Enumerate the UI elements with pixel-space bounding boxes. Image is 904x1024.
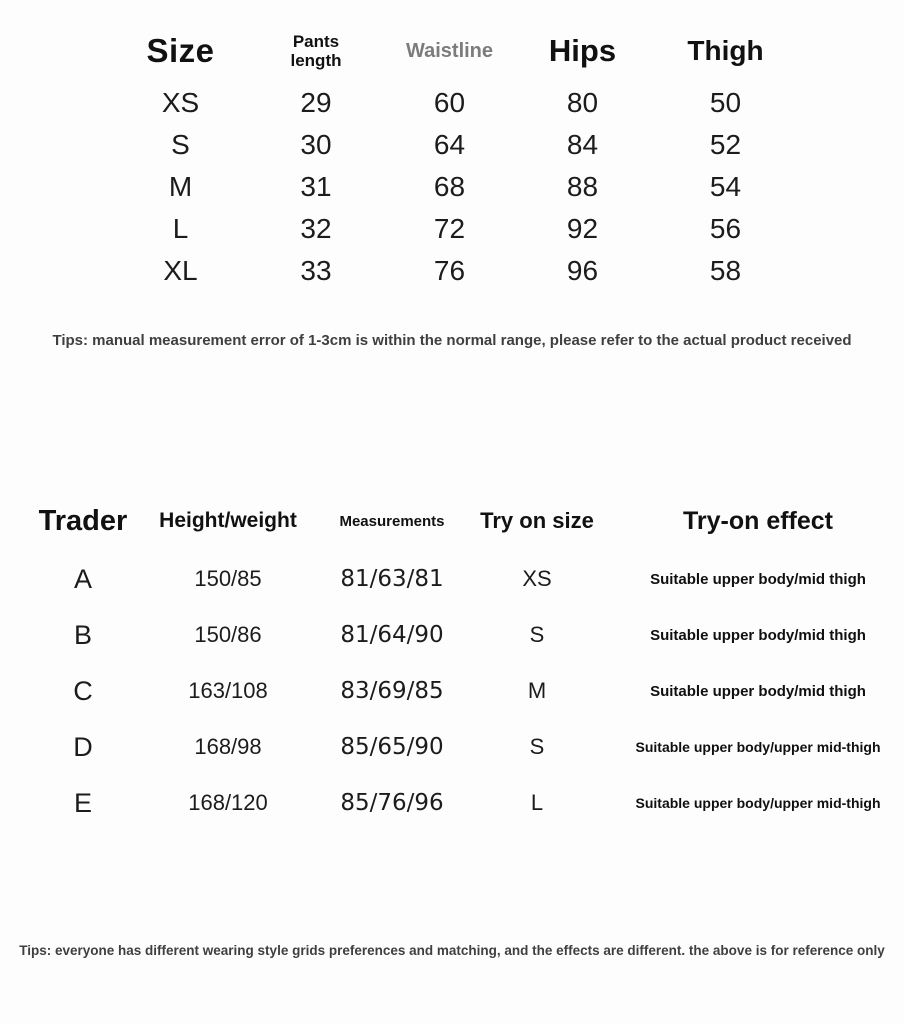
tryon-table-row [28, 775, 904, 831]
measurements-cell: 81/64/90 [340, 622, 444, 648]
trader-cell: E [73, 787, 92, 818]
hips-cell: 88 [566, 171, 599, 202]
thigh-cell: 58 [709, 255, 742, 286]
tryon-header-trader: Trader [38, 504, 128, 537]
measurement-tip: Tips: manual measurement error of 1-3cm is within the normal range, please refer to the actual product received [52, 332, 852, 349]
measurements-cell: 85/65/90 [340, 734, 444, 760]
size-cell: XS [161, 87, 200, 118]
try-on-size-cell: L [530, 790, 544, 815]
size-table-row [112, 208, 904, 250]
waistline-cell: 68 [433, 171, 466, 202]
try-on-size-cell: S [529, 622, 545, 647]
pants-length-label: Pants length [290, 31, 342, 70]
size-table-header-thigh: Thigh [687, 35, 764, 66]
thigh-cell: 50 [709, 87, 742, 118]
try-on-size-cell: XS [522, 566, 552, 591]
height-weight-cell: 163/108 [188, 678, 268, 703]
trader-cell: D [73, 731, 93, 762]
tryon-table [0, 491, 904, 831]
tryon-header-effect: Try-on effect [682, 506, 834, 535]
tryon-table-row [28, 607, 904, 663]
tryon-table-row [28, 551, 904, 607]
size-cell: XL [163, 255, 198, 286]
waistline-cell: 64 [433, 129, 466, 160]
size-table-header-size: Size [146, 32, 215, 69]
size-cell: M [168, 171, 193, 202]
tryon-header-height-weight: Height/weight [159, 509, 297, 532]
pants-cell: 29 [300, 87, 332, 118]
tryon-table-header-row [28, 491, 904, 551]
size-table [0, 20, 904, 292]
tryon-header-try-on-size: Try on size [480, 508, 594, 533]
size-cell: S [171, 129, 190, 160]
height-weight-cell: 168/120 [188, 790, 268, 815]
pants-cell: 32 [300, 213, 332, 244]
effect-cell: Suitable upper body/mid thigh [650, 682, 866, 700]
effect-cell: Suitable upper body/upper mid-thigh [635, 739, 881, 755]
measurements-cell: 83/69/85 [340, 678, 444, 704]
thigh-cell: 56 [709, 213, 742, 244]
measurements-cell: 85/76/96 [340, 790, 444, 816]
trader-cell: C [73, 675, 93, 706]
pants-cell: 31 [300, 171, 332, 202]
size-table-header-hips: Hips [548, 33, 617, 68]
tryon-table-row [28, 663, 904, 719]
hips-cell: 96 [566, 255, 599, 286]
tryon-header-measurements: Measurements [339, 512, 445, 530]
reference-tip: Tips: everyone has different wearing style grids preferences and matching, and the effects are different. the above is for reference only [19, 943, 885, 958]
size-table-header-waistline: Waistline [405, 39, 494, 62]
size-table-row [112, 82, 904, 124]
thigh-cell: 54 [709, 171, 742, 202]
waistline-cell: 76 [433, 255, 466, 286]
hips-cell: 92 [566, 213, 599, 244]
size-cell: L [172, 213, 189, 244]
thigh-cell: 52 [709, 129, 742, 160]
measurements-cell: 81/63/81 [340, 566, 444, 592]
trader-cell: B [73, 619, 92, 650]
waistline-cell: 72 [433, 213, 466, 244]
size-table-header-row [112, 20, 904, 82]
height-weight-cell: 150/85 [194, 566, 262, 591]
hips-cell: 84 [566, 129, 599, 160]
height-weight-cell: 150/86 [194, 622, 262, 647]
pants-cell: 30 [300, 129, 332, 160]
size-table-header-pants-length [249, 32, 383, 70]
try-on-size-cell: S [529, 734, 545, 759]
tryon-table-row [28, 719, 904, 775]
trader-cell: A [73, 563, 92, 594]
size-table-row [112, 250, 904, 292]
effect-cell: Suitable upper body/upper mid-thigh [635, 795, 881, 811]
size-table-row [112, 166, 904, 208]
pants-cell: 33 [300, 255, 332, 286]
try-on-size-cell: M [527, 678, 547, 703]
waistline-cell: 60 [433, 87, 466, 118]
effect-cell: Suitable upper body/mid thigh [650, 570, 866, 588]
size-table-row [112, 124, 904, 166]
hips-cell: 80 [566, 87, 599, 118]
height-weight-cell: 168/98 [194, 734, 262, 759]
effect-cell: Suitable upper body/mid thigh [650, 626, 866, 644]
